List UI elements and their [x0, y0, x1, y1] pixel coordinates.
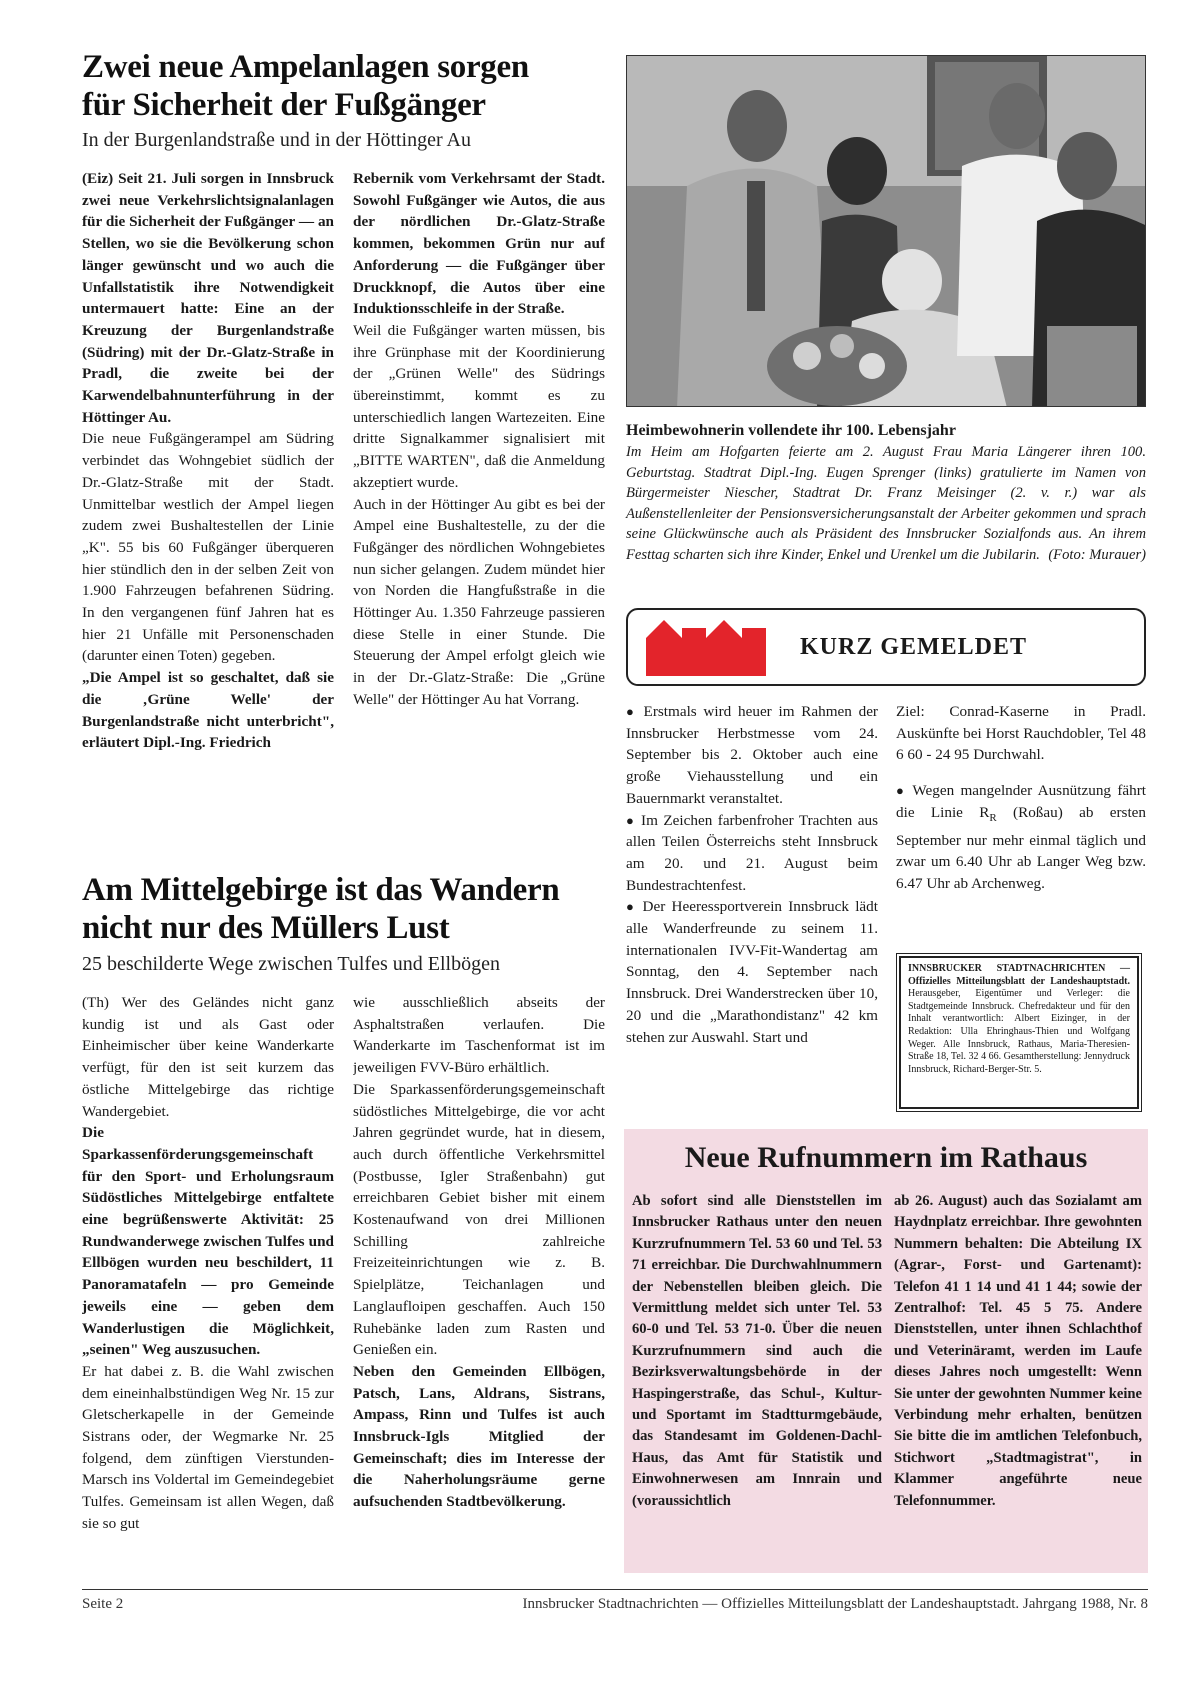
article2-headline [82, 871, 612, 947]
article1-lead: (Eiz) Seit 21. Juli sorgen in Innsbruck zwei neue Verkehrslichtsignalanlagen für die Sicherheit der Fußgänger — an Stellen, wo sie die Bevölkerung schon länger gewünscht und wo auch die Unfallstatistik ihre Notwendigkeit untermauert hatte: Eine an der Kreuzung der Burgenlandstraße (Südring) mit der Dr.-Glatz-Straße in Pradl, die zweite bei der Karwendelbahnunterführung in der Höttinger Au. [82, 170, 334, 426]
kurz-item-2: Im Zeichen farbenfroher Trachten aus allen Teilen Österreichs steht Innsbruck am 20. und 21. August beim Bundestrachtenfest. [626, 811, 878, 894]
article2-headline-line2: nicht nur des Müllers Lust [82, 910, 450, 946]
article1-subheadline: In der Burgenlandstraße und in der Höttinger Au [82, 129, 471, 151]
article2-column-2 [353, 992, 605, 1572]
impressum-title: INNSBRUCKER STADTNACHRICHTEN — Offizielles Mitteilungsblatt der Landeshauptstadt. [908, 963, 1130, 987]
article1-paragraph: Die neue Fußgängerampel am Südring verbindet das Wohngebiet südlich der Dr.-Glatz-Straße mit der Stadt. Unmittelbar westlich der Ampel liegen zudem zwei Bushaltestellen der Linie „K". 55 bis 60 Fußgänger überqueren hier stündlich den in der selben Zeit von 1.900 Fahrzeugen befahrenen Südring. In den vergangenen fünf Jahren hat es hier 21 Unfälle mit Personenschaden (darunter einen Toten) gegeben. [82, 430, 334, 665]
article2-col2-paragraph: wie ausschließlich abseits der Asphaltstraßen verlaufen. Die Wanderkarte im Taschenformat ist im jeweiligen FVV-Büro erhältlich. [353, 994, 605, 1077]
kurz-column-2 [896, 701, 1146, 941]
rufnummern-box [624, 1129, 1148, 1573]
impressum-box [899, 956, 1139, 1109]
rufnummern-column-1: Ab sofort sind alle Dienststellen im Innsbrucker Rathaus unter den neuen Kurzrufnummern Tel. 53 60 und Tel. 53 71 erreichbar. Die Durchwahlnummern der Nebenstellen bleiben gleich. Die Vermittlung meldet sich unter Tel. 53 60-0 und Tel. 53 71-0. Über die neuen Kurzrufnummern sind auch die Bezirksverwaltungsbehörde in der Haspingerstraße, das Schul-, Kultur- und Sportamt im Stadtturmgebäude, das Standesamt im Goldenen-Dachl-Haus, das Amt für Statistik und Einwohnerwesen am Innrain und (voraussichtlich [632, 1193, 882, 1509]
impressum-text: Herausgeber, Eigentümer und Verleger: die Stadtgemeinde Innsbruck. Chefredakteur und für den Inhalt verantwortlich: Albert Eizinger, in der Redaktion: Ulla Ehringhaus-Thien und Wolfgang Weger. Alle Innsbruck, Rathaus, Maria-Theresien-Straße 18, Tel. 32 4 66. Gesamtherstellung: Jennydruck Innsbruck, Richard-Berger-Str. 5. [908, 988, 1130, 1075]
article1-col2-paragraph: Weil die Fußgänger warten müssen, bis ihre Grünphase mit der Koordinierung der „Grünen Welle" des Südrings übereinstimmt, kommt es zu unterschiedlich langen Wartezeiten. Eine dritte Signalkammer signalisiert mit „BITTE WARTEN", daß die Anmeldung akzeptiert wurde. [353, 321, 605, 491]
city-logo-icon [646, 620, 766, 676]
article2-column-1 [82, 992, 334, 1572]
article1-column-2 [353, 168, 605, 844]
article2-paragraph: Er hat dabei z. B. die Wahl zwischen dem eineinhalbstündigen Weg Nr. 15 zur Gletscherkapelle in der Gemeinde Sistrans oder, der Wegmarke Nr. 25 folgend, dem zünftigen Vierstunden-Marsch ins Voldertal im Gemeindegebiet Tulfes. Gemeinsam ist allen Wegen, daß sie so gut [82, 1362, 334, 1532]
footer-rule [82, 1589, 1148, 1590]
photo-caption-text: Im Heim am Hofgarten feierte am 2. August Frau Maria Längerer ihren 100. Geburtstag. Stadtrat Dipl.-Ing. Eugen Sprenger (links) gratulierte im Namen von Bürgermeister Niescher, Stadtrat Dr. Franz Meisinger (2. v. r.) war als Außenstellenleiter der Pensionsversicherungsanstalt der Arbeiter gekommen und sprach seine Glückwünsche auch als Präsident des Innsbrucker Sozialfonds aus. An ihrem Festtag scharten sich ihre Kinder, Enkel und Urenkel um die Jubilarin. [626, 444, 1146, 563]
article2-paragraph: (Th) Wer des Geländes nicht ganz kundig ist und als Gast oder Einheimischer über keine Wanderkarte verfügt, für den ist seit kurzem das östliche Mittelgebirge das richtige Wandergebiet. [82, 994, 334, 1120]
birthday-photo [626, 55, 1146, 407]
kurz-gemeldet-banner [626, 608, 1146, 686]
photo-illustration [627, 56, 1146, 407]
kurz-item-4a: Wegen mangelnder Ausnützung fährt die Linie R [896, 782, 1146, 821]
article1-column-1 [82, 168, 334, 844]
bullet-icon: ● [896, 783, 907, 799]
kurz-item-4-sub: R [989, 811, 997, 824]
article1-col2-bold: Rebernik vom Verkehrsamt der Stadt. Sowohl Fußgänger wie Autos, die aus der nördlichen Dr.-Glatz-Straße kommen, bekommen Grün nur auf Anforderung — die Fußgänger über Druckknopf, die Autos über eine Induktionsschleife in der Straße. [353, 170, 605, 318]
article1-headline-line2: für Sicherheit der Fußgänger [82, 87, 486, 123]
kurz-item-3-cont: Ziel: Conrad-Kaserne in Pradl. Auskünfte bei Horst Rauchdobler, Tel 48 6 60 - 24 95 Durchwahl. [896, 703, 1146, 764]
kurz-item-3: Der Heeressportverein Innsbruck lädt alle Wanderfreunde zu seinem 11. internationalen IVV-Fit-Wandertag am Sonntag, den 4. September nach Innsbruck. Drei Wanderstrecken über 10, 20 und die „Marathondistanz" 42 km stehen zur Auswahl. Start und [626, 898, 878, 1046]
article2-subheadline: 25 beschilderte Wege zwischen Tulfes und Ellbögen [82, 953, 500, 975]
rufnummern-title: Neue Rufnummern im Rathaus [684, 1141, 1088, 1174]
footer-masthead: Innsbrucker Stadtnachrichten — Offizielles Mitteilungsblatt der Landeshauptstadt. Jahrgang 1988, Nr. 8 [522, 1596, 1148, 1612]
kurz-gemeldet-title: KURZ GEMELDET [800, 634, 1028, 660]
page-number: Seite 2 [82, 1596, 124, 1612]
photo-caption [626, 442, 1146, 565]
article2-bold: Die Sparkassenförderungsgemeinschaft für den Sport- und Erholungsraum Südöstliches Mittelgebirge entfaltete eine begrüßenswerte Aktivität: 25 Rundwanderwege zwischen Tulfes und Ellbögen wurden neu beschildert, 11 Panoramatafeln — pro Gemeinde jeweils eine — geben dem Wanderlustigen die Möglichkeit, „seinen" Weg auszusuchen. [82, 1124, 334, 1359]
rufnummern-column-2: ab 26. August) auch das Sozialamt am Haydnplatz erreichbar. Ihre gewohnten Nummern behalten: Die Abteilung IX (Agrar-, Forst- und Gartenamt): Telefon 41 1 14 und 41 1 44; sowie der Zentralhof: Tel. 45 5 75. Andere Dienststellen, unter ihnen Schlachthof und Veterinäramt, werden im Laufe dieses Jahres noch umgestellt: Wenn Sie unter der gewohnten Nummer keine Verbindung mehr erhalten, benützen Sie bitte die im amtlichen Telefonbuch, Stichwort „Stadtmagistrat", in Klammer angeführte neue Telefonnummer. [894, 1193, 1142, 1509]
photo-credit: (Foto: Murauer) [1048, 546, 1146, 563]
photo-caption-title: Heimbewohnerin vollendete ihr 100. Lebensjahr [626, 422, 956, 439]
kurz-item-4b: (Roßau) ab ersten September nur mehr einmal täglich und zwar um 6.40 Uhr ab Langer Weg bzw. 6.47 Uhr ab Archenweg. [896, 803, 1146, 892]
article2-headline-line1: Am Mittelgebirge ist das Wandern [82, 872, 560, 908]
bullet-icon: ● [626, 899, 637, 915]
article1-headline [82, 48, 602, 124]
kurz-column-1 [626, 701, 878, 1125]
bullet-icon: ● [626, 812, 636, 828]
article1-headline-line1: Zwei neue Ampelanlagen sorgen [82, 49, 529, 85]
bullet-icon: ● [626, 704, 637, 719]
article1-col2-paragraph: Auch in der Höttinger Au gibt es bei der Ampel eine Bushaltestelle, zu der die Fußgänger des nördlichen Wohngebietes nun sicher gelangen. Zudem mündet hier von Norden die Hangfußstraße in die Höttinger Au. 1.350 Fahrzeuge passieren diese Stelle in einer Stunde. Die Steuerung der Ampel erfolgt gleich wie in der Dr.-Glatz-Straße: Die „Grüne Welle" der Höttinger Au hat Vorrang. [353, 495, 605, 708]
article2-col2-bold: Neben den Gemeinden Ellbögen, Patsch, Lans, Aldrans, Sistrans, Ampass, Rinn und Tulfes ist auch Innsbruck-Igls Mitglied der Gemeinschaft; dies im Interesse der die Naherholungsräume gerne aufsuchenden Stadtbevölkerung. [353, 1362, 605, 1511]
kurz-item-1: Erstmals wird heuer im Rahmen der Innsbrucker Herbstmesse vom 24. September bis 2. Oktober auch eine große Viehausstellung und ein Bauernmarkt veranstaltet. [626, 703, 878, 807]
article2-col2-paragraph: Die Sparkassenförderungsgemeinschaft südöstliches Mittelgebirge, die vor acht Jahren gegründet wurde, hat in diesem, auch durch öffentliche Verkehrsmittel (Postbusse, Igler Straßenbahn) gut erreichbaren Gebiet bisher mit einem Kostenaufwand von drei Millionen Schilling zahlreiche Freizeiteinrichtungen wie z. B. Spielplätze, Teichanlagen und Langlaufloipen geschaffen. Auch 150 Ruhebänke laden zum Rasten und Genießen ein. [353, 1080, 605, 1359]
article1-quote: „Die Ampel ist so geschaltet, daß sie die ‚Grüne Welle' der Burgenlandstraße nicht unterbricht", erläutert Dipl.-Ing. Friedrich [82, 669, 334, 752]
